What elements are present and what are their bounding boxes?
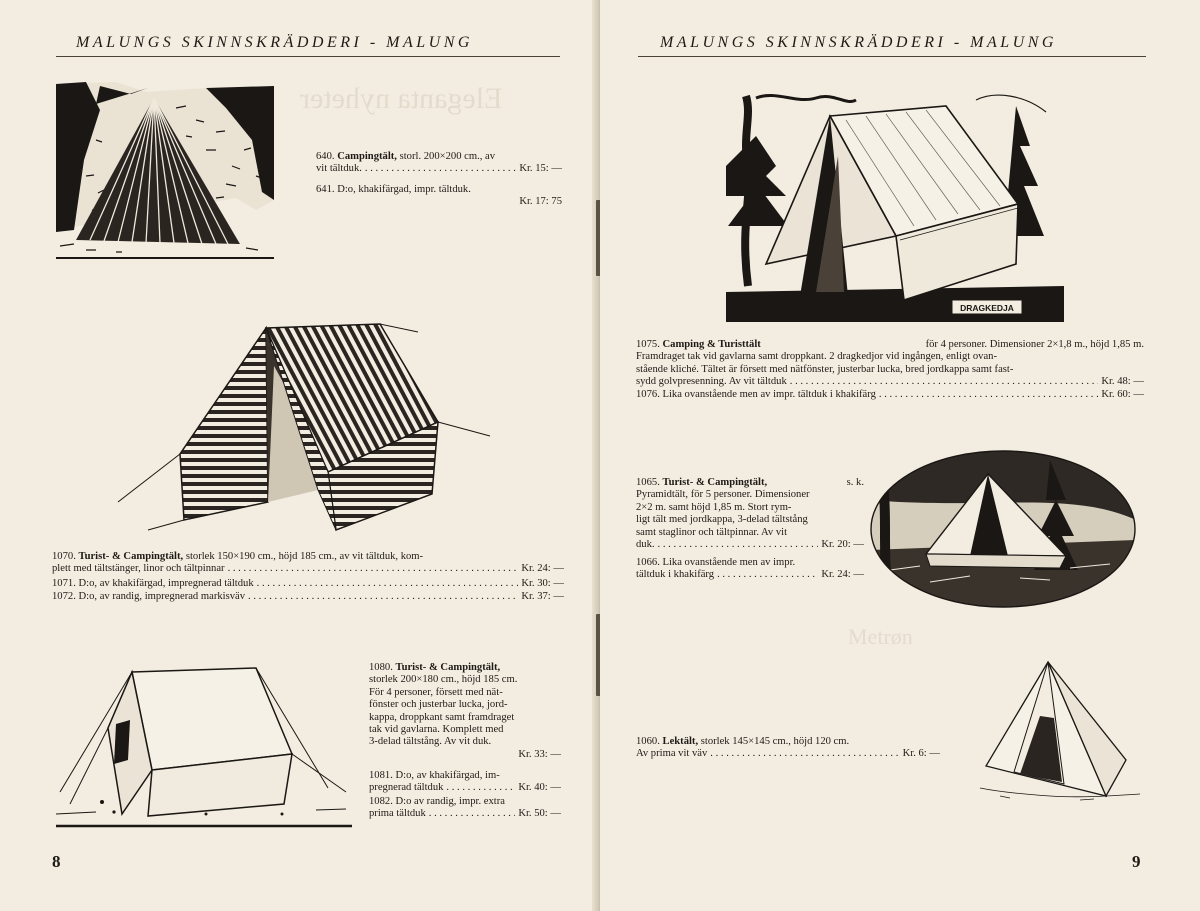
price-641: Kr. 17: 75	[519, 196, 562, 208]
price-1071: Kr. 30: —	[521, 578, 564, 589]
page-number-right: 9	[1132, 852, 1141, 871]
price-1070: Kr. 24: —	[521, 563, 564, 575]
bleed-through-text: Eleganta nyheter	[300, 82, 503, 115]
item-1081: 1081. D:o, av khakifärgad, im- pregnerad tältduk . . . Kr. 40: —	[369, 770, 561, 795]
item-1071: 1071. D:o, av khakifärgad, impregnerad tältduk . . . Kr. 30: —	[52, 578, 564, 590]
tent-1080-illustration	[56, 664, 356, 834]
price-1076: Kr. 60: —	[1101, 388, 1144, 400]
page-number-left: 8	[52, 852, 61, 871]
item-1075: 1075. Camping & Turisttält för 4 personer. Dimensioner 2×1,8 m., höjd 1,85 m. Framdraget tak vid gavlarna samt droppkant. 2 dragkedjor vid ingången, enligt ovan- stående kliché. Tältet är försett med nätfönster, justerbar lucka, bred jordkappa samt fast- sydd golvpresenning. Av vit tältduk . . . Kr. 48: — 1076. Lika ovanstående men av impr. tältduk i khakifärg . . . Kr. 60: —	[636, 339, 1144, 401]
price-1060: Kr. 6: —	[902, 748, 940, 760]
page-header-right: MALUNGS SKINNSKRÄDDERI - MALUNG	[660, 34, 1057, 51]
item-1065: 1065. Turist- & Campingtält, s. k. Pyramidtält, för 5 personer. Dimensioner 2×2 m. samt höjd 1,85 m. Stort rym- ligt tält med jordkappa, 3-delad tältstång samt staglinor och tältpinnar. Av vit duk. . . . Kr. 20: —	[636, 477, 864, 551]
item-1066: 1066. Lika ovanstående men av impr. tältduk i khakifärg . . . Kr. 24: —	[636, 557, 864, 582]
header-rule	[56, 56, 560, 57]
item-1070: 1070. Turist- & Campingtält, storlek 150×190 cm., höjd 185 cm., av vit tältduk, kom- plett med tältstänger, linor och tältpinnar . . . Kr. 24: —	[52, 551, 564, 576]
item-1082: 1082. D:o av randig, impr. extra prima tältduk . . . Kr. 50: —	[369, 796, 561, 821]
item-640: 640. Campingtält, storl. 200×200 cm., av vit tältduk. . . . Kr. 15: —	[316, 151, 562, 176]
bleed-through-text: Metrøn	[848, 624, 913, 649]
price-1081: Kr. 40: —	[518, 782, 561, 794]
header-rule	[638, 56, 1146, 57]
item-1072: 1072. D:o, av randig, impregnerad markisväv . . . Kr. 37: —	[52, 591, 564, 603]
tent-640-illustration	[56, 80, 274, 262]
right-page	[600, 0, 1200, 911]
tent-1060-illustration	[980, 656, 1140, 806]
price-1072: Kr. 37: —	[521, 591, 564, 602]
price-1065: Kr. 20: —	[821, 539, 864, 551]
page-header-left: MALUNGS SKINNSKRÄDDERI - MALUNG	[76, 34, 473, 51]
price-640: Kr. 15: —	[519, 163, 562, 175]
tent-1070-illustration	[118, 322, 498, 534]
price-1066: Kr. 24: —	[821, 569, 864, 581]
item-1080: 1080. Turist- & Campingtält, storlek 200×180 cm., höjd 185 cm. För 4 personer, försett med nät- fönster och justerbar lucka, jord- kappa, droppkant samt framdraget tak vid gavlarna. Komplett med 3-delad tältstång. Av vit duk. Kr. 33: —	[369, 662, 561, 760]
tent-1075-illustration	[726, 86, 1064, 322]
item-641: 641. D:o, khakifärgad, impr. tältduk. Kr. 17: 75	[316, 184, 562, 208]
item-1060: 1060. Lektält, storlek 145×145 cm., höjd 120 cm. Av prima vit väv . . . Kr. 6: —	[636, 736, 940, 761]
left-page	[0, 0, 598, 911]
price-1075: Kr. 48: —	[1101, 376, 1144, 388]
tent-1065-illustration	[870, 450, 1136, 608]
dragkedja-label: DRAGKEDJA	[960, 303, 1014, 313]
price-1080: Kr. 33: —	[518, 748, 561, 760]
price-1082: Kr. 50: —	[518, 808, 561, 820]
